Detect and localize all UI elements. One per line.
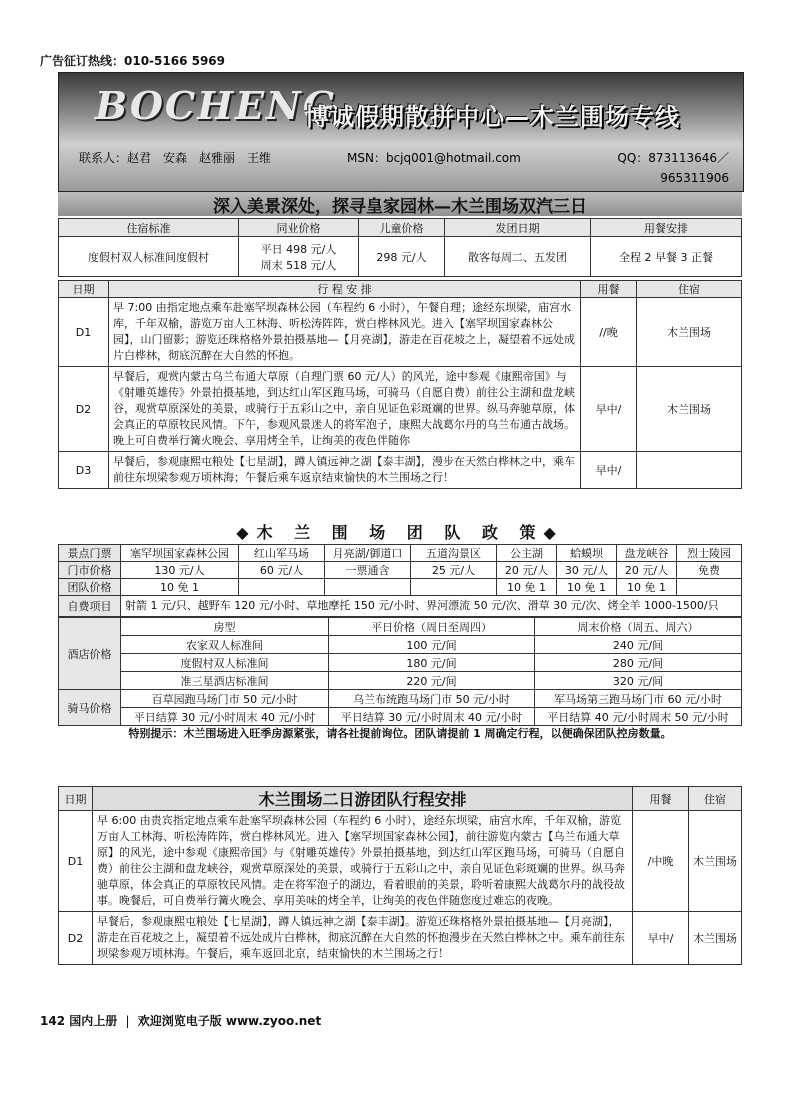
value-meals: 全程 2 早餐 3 正餐 bbox=[591, 237, 742, 277]
horse-gate-price: 百草园跑马场门市 50 元/小时 bbox=[121, 690, 329, 708]
group-price bbox=[411, 579, 497, 596]
day-description: 早 7:00 由指定地点乘车赴塞罕坝森林公园（车程约 6 小时），午餐自理；途经东坝梁，庙宫水库，千年双榆，游览万亩人工林海、听松涛阵阵，赏白桦林风光。进入【塞罕坝国家森林公园】，山门留影；游览还珠格格外景拍摄基地—【月亮湖】，游走在百花坡之上，凝望着不远处成片白桦林，彻底沉醉在大自然的怀抱。 bbox=[109, 298, 581, 367]
section-name: 国内上册 bbox=[69, 1014, 118, 1028]
self-pay-items: 射箭 1 元/只、越野车 120 元/小时、草地摩托 150 元/小时、界河漂流 50 元/次、滑草 30 元/次、烤全羊 1000-1500/只 bbox=[121, 596, 742, 617]
header-child-price: 儿童价格 bbox=[359, 219, 445, 237]
hotel-weekend-price: 320 元/间 bbox=[535, 672, 742, 690]
horse-gate-price: 乌兰布统跑马场门市 50 元/小时 bbox=[329, 690, 535, 708]
trip2-itinerary-table bbox=[58, 786, 742, 965]
attraction-name: 五道沟景区 bbox=[411, 545, 497, 562]
tour-subtitle: 深入美景深处，探寻皇家园林—木兰围场双汽三日 bbox=[58, 192, 742, 216]
gate-price: 20 元/人 bbox=[497, 562, 557, 579]
attraction-name: 烈士陵园 bbox=[677, 545, 742, 562]
itin-header-plan: 行 程 安 排 bbox=[109, 281, 581, 298]
itinerary-row bbox=[59, 452, 742, 489]
group-price bbox=[677, 579, 742, 596]
attractions-label: 景点门票 bbox=[59, 545, 121, 562]
self-pay-label: 自费项目 bbox=[59, 596, 121, 617]
horse-settle-price: 平日结算 40 元/小时周末 50 元/小时 bbox=[535, 708, 742, 726]
contact-qq: QQ：873113646／965311906 bbox=[617, 151, 729, 185]
gate-price: 免费 bbox=[677, 562, 742, 579]
hotel-header-room: 房型 bbox=[121, 618, 329, 636]
group-price: 10 免 1 bbox=[497, 579, 557, 596]
day-label: D1 bbox=[59, 298, 109, 367]
policy-table bbox=[58, 544, 742, 617]
day-stay: 木兰围场 bbox=[637, 298, 742, 367]
group-price-label: 团队价格 bbox=[59, 579, 121, 596]
trip1-section bbox=[58, 218, 742, 489]
day-meal: /中晚 bbox=[633, 811, 689, 912]
day-stay: 木兰围场 bbox=[689, 811, 742, 912]
trip2-header-day: 日期 bbox=[59, 787, 93, 811]
trip1-itinerary-table bbox=[58, 280, 742, 489]
day-meal: //晚 bbox=[581, 298, 637, 367]
day-description: 早餐后，观赏内蒙古乌兰布通大草原（自理门票 60 元/人）的风光，途中参观《康熙帝国》与《射雕英雄传》外景拍摄基地，到达红山军区跑马场，可骑马（自愿自费）前往公主湖和盘龙峡谷，观赏草原深处的美景，或骑行于五彩山之中，亲自见证色彩斑斓的世界。纵马奔驰草原，体会真正的草原牧民风情。下午，参观风景迷人的将军泡子，康熙大战葛尔丹的乌兰布通古战场。晚上可自费举行篝火晚会、享用烤全羊，让绚美的夜色伴随你 bbox=[109, 367, 581, 452]
page-footer bbox=[40, 1012, 321, 1029]
price-weekend: 周末 518 元/人 bbox=[260, 258, 337, 272]
itinerary-row bbox=[59, 367, 742, 452]
hotel-weekend-price: 240 元/间 bbox=[535, 636, 742, 654]
trip2-header-stay: 住宿 bbox=[689, 787, 742, 811]
horse-price-label: 骑马价格 bbox=[59, 690, 121, 726]
day-stay: 木兰围场 bbox=[637, 367, 742, 452]
hotel-price-label: 酒店价格 bbox=[59, 618, 121, 690]
day-meal: 早中/ bbox=[633, 912, 689, 965]
hotel-weekend-price: 280 元/间 bbox=[535, 654, 742, 672]
day-stay bbox=[637, 452, 742, 489]
price-weekday: 平日 498 元/人 bbox=[260, 242, 337, 256]
trip2-section bbox=[58, 786, 742, 965]
attraction-name: 蛤蟆坝 bbox=[557, 545, 617, 562]
header-banner bbox=[58, 72, 744, 192]
value-lodging: 度假村双人标准间度假村 bbox=[59, 237, 239, 277]
attraction-name: 公主湖 bbox=[497, 545, 557, 562]
value-departure: 散客每周二、五发团 bbox=[445, 237, 591, 277]
itinerary-row bbox=[59, 811, 742, 912]
hotel-room-type: 准三星酒店标准间 bbox=[121, 672, 329, 690]
gate-price: 25 元/人 bbox=[411, 562, 497, 579]
day-label: D1 bbox=[59, 811, 93, 912]
gate-price: 30 元/人 bbox=[557, 562, 617, 579]
trip2-header-meal: 用餐 bbox=[633, 787, 689, 811]
header-trade-price: 同业价格 bbox=[239, 219, 359, 237]
day-description: 早餐后，参观康熙屯粮处【七星湖】，蹲人镇远神之湖【泰丰湖】，漫步在天然白桦林之中，乘车前往东坝梁参观万顷林海；午餐后乘车返京结束愉快的木兰围场之行！ bbox=[109, 452, 581, 489]
policy-section bbox=[58, 522, 742, 742]
hotel-room-type: 农家双人标准间 bbox=[121, 636, 329, 654]
footer-separator: | bbox=[125, 1014, 130, 1028]
gate-price: 130 元/人 bbox=[121, 562, 239, 579]
trip2-title: 木兰围场二日游团队行程安排 bbox=[93, 787, 633, 811]
contact-msn: MSN：bcjq001@hotmail.com bbox=[347, 151, 521, 165]
hotel-weekday-price: 180 元/间 bbox=[329, 654, 535, 672]
group-price bbox=[325, 579, 411, 596]
banner-title: 博诚假期散拼中心—木兰围场专线 bbox=[305, 103, 680, 131]
gate-price: 一票通含 bbox=[325, 562, 411, 579]
day-description: 早餐后，参观康熙屯粮处【七星湖】，蹲人镇远神之湖【泰丰湖】。游览还珠格格外景拍摄基地—【月亮湖】，游走在百花坡之上，凝望着不远处成片白桦林，彻底沉醉在大自然的怀抱漫步在天然白桦林之中。乘车前往东坝梁参观万顷林海。午餐后，乘车返回北京，结束愉快的木兰围场之行！ bbox=[93, 912, 633, 965]
itin-header-stay: 住宿 bbox=[637, 281, 742, 298]
page-number: 142 bbox=[40, 1014, 66, 1028]
trip1-summary-table bbox=[58, 218, 742, 277]
hotel-header-weekday: 平日价格（周日至周四） bbox=[329, 618, 535, 636]
header-meals: 用餐安排 bbox=[591, 219, 742, 237]
attraction-name: 盘龙峡谷 bbox=[617, 545, 677, 562]
itin-header-day: 日期 bbox=[59, 281, 109, 298]
day-label: D3 bbox=[59, 452, 109, 489]
footer-link-text: 欢迎浏览电子版 www.zyoo.net bbox=[137, 1014, 322, 1028]
policy-title: ◆木 兰 围 场 团 队 政 策◆ bbox=[236, 523, 564, 542]
day-stay: 木兰围场 bbox=[689, 912, 742, 965]
brand-logo: BOCHENG bbox=[95, 83, 338, 128]
day-label: D2 bbox=[59, 912, 93, 965]
hotel-weekday-price: 100 元/间 bbox=[329, 636, 535, 654]
gate-price-label: 门市价格 bbox=[59, 562, 121, 579]
group-price bbox=[239, 579, 325, 596]
ad-hotline: 广告征订热线：010-5166 5969 bbox=[40, 54, 226, 68]
itinerary-row bbox=[59, 912, 742, 965]
itinerary-row bbox=[59, 298, 742, 367]
day-description: 早 6:00 由贵宾指定地点乘车赴塞罕坝森林公园（车程约 6 小时），途经东坝梁，庙宫水库，千年双榆，游览万亩人工林海、听松涛阵阵，赏白桦林风光。进入【塞罕坝国家森林公园】，前往游览内蒙古【乌兰布通大草原】的风光，途中参观《康熙帝国》与《射雕英雄传》外景拍摄基地，到达红山军区跑马场，可骑马（自愿自费）前往公主湖和盘龙峡谷，观赏草原深处的美景，或骑行于五彩山之中，亲自见证色彩斑斓的世界。纵马奔驰草原，体会真正的草原牧民风情。走在将军泡子的湖边，看着眼前的美景，聆听着康熙大战葛尔丹的战役故事。晚餐后，可自费举行篝火晚会、享用美味的烤全羊，让绚美的夜色伴随您度过难忘的夜晚。 bbox=[93, 811, 633, 912]
contact-info bbox=[79, 148, 729, 192]
attraction-name: 红山军马场 bbox=[239, 545, 325, 562]
gate-price: 20 元/人 bbox=[617, 562, 677, 579]
value-child-price: 298 元/人 bbox=[359, 237, 445, 277]
contact-people: 联系人：赵君 安森 赵雅丽 王维 bbox=[79, 151, 272, 165]
group-price: 10 免 1 bbox=[557, 579, 617, 596]
hotel-header-weekend: 周末价格（周五、周六） bbox=[535, 618, 742, 636]
value-trade-price bbox=[239, 237, 359, 277]
hotel-horse-table bbox=[58, 617, 742, 726]
header-lodging: 住宿标准 bbox=[59, 219, 239, 237]
special-notice: 特别提示：木兰围场进入旺季房源紧张，请各社提前询位。团队请提前 1 周确定行程，以便确保团队控房数量。 bbox=[128, 727, 672, 740]
group-price: 10 免 1 bbox=[617, 579, 677, 596]
day-meal: 早中/ bbox=[581, 452, 637, 489]
hotel-room-type: 度假村双人标准间 bbox=[121, 654, 329, 672]
itin-header-meal: 用餐 bbox=[581, 281, 637, 298]
horse-gate-price: 军马场第三跑马场门市 60 元/小时 bbox=[535, 690, 742, 708]
horse-settle-price: 平日结算 30 元/小时周末 40 元/小时 bbox=[121, 708, 329, 726]
day-meal: 早中/ bbox=[581, 367, 637, 452]
gate-price: 60 元/人 bbox=[239, 562, 325, 579]
group-price: 10 免 1 bbox=[121, 579, 239, 596]
header-departure: 发团日期 bbox=[445, 219, 591, 237]
hotel-weekday-price: 220 元/间 bbox=[329, 672, 535, 690]
horse-settle-price: 平日结算 30 元/小时周末 40 元/小时 bbox=[329, 708, 535, 726]
attraction-name: 月亮湖/御道口 bbox=[325, 545, 411, 562]
attraction-name: 塞罕坝国家森林公园 bbox=[121, 545, 239, 562]
day-label: D2 bbox=[59, 367, 109, 452]
